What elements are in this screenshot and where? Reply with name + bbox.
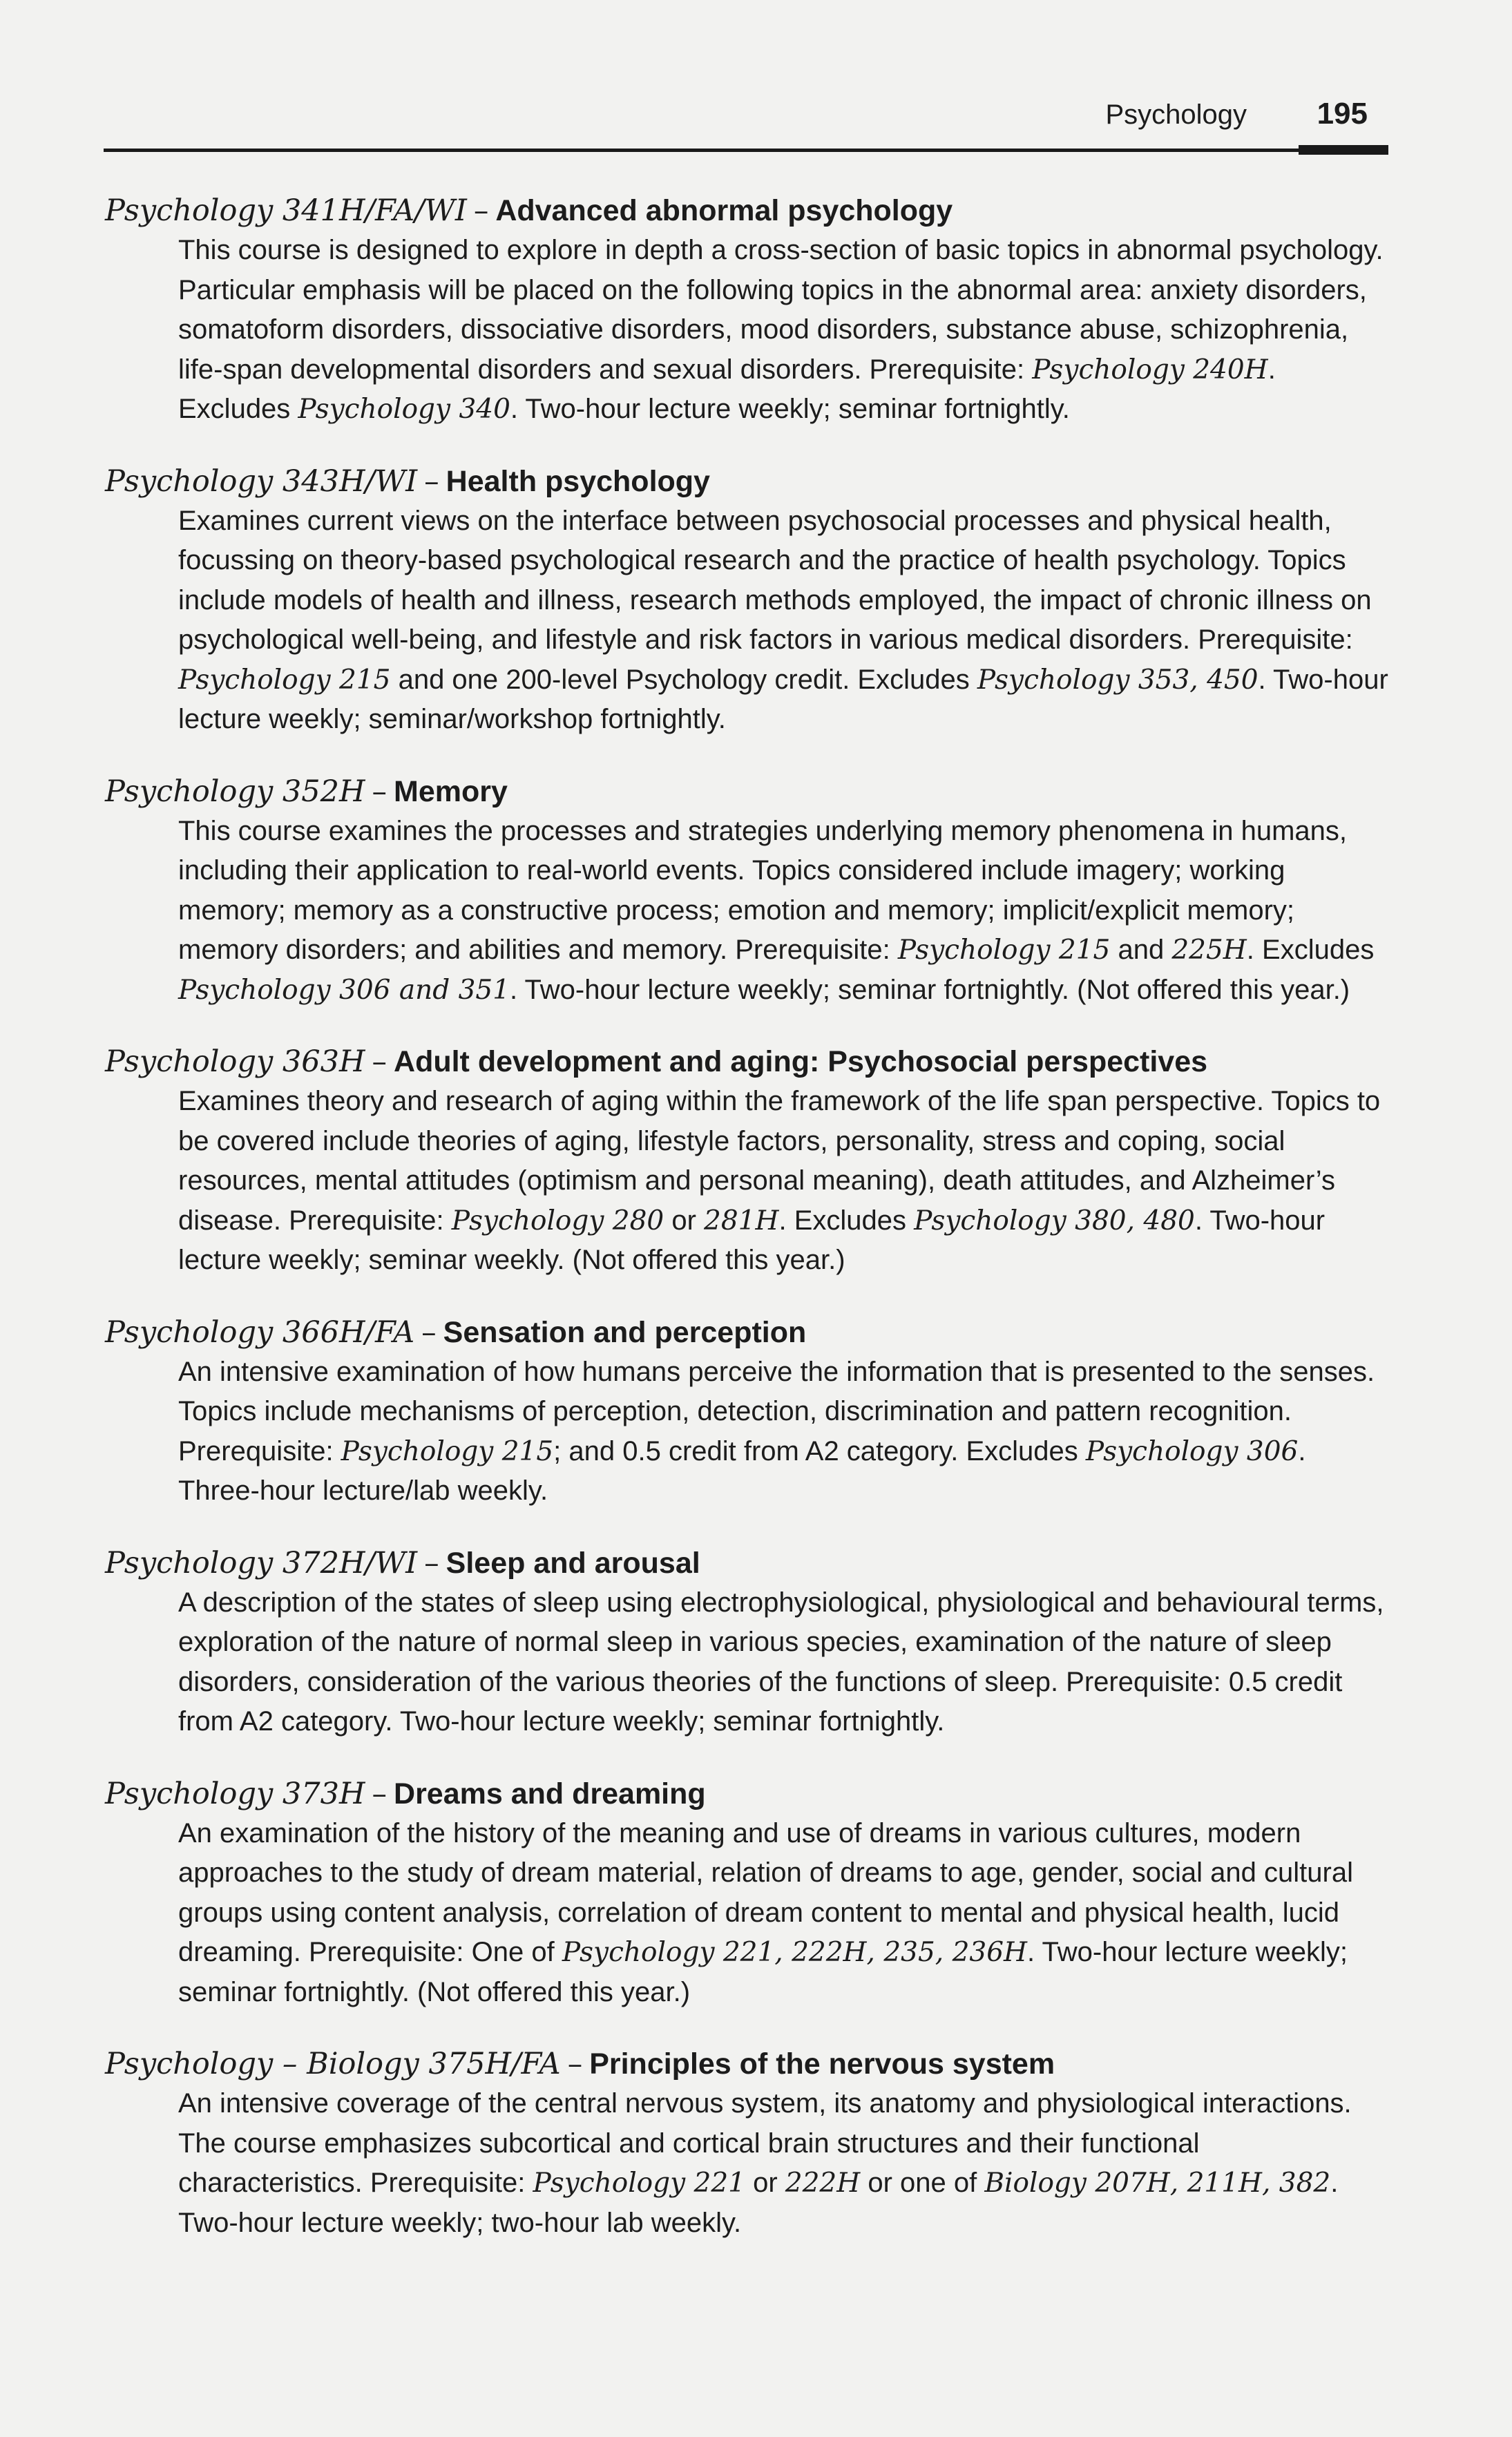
course-code: Psychology 352H [105,774,365,809]
running-head [104,91,1395,153]
description-text: An intensive examination of how humans perceive the information that is presented to the senses. Topics include mechanisms of perception, detection, discrimination and pattern recognition. Prerequisite: [178,1356,1375,1466]
course-code: Psychology 363H [105,1044,365,1079]
title-separator: – [372,774,387,809]
course-heading [105,1543,1390,1583]
course-reference: Psychology 280 [451,1205,664,1236]
course-reference: Psychology 380, 480 [914,1205,1195,1236]
description-text: . Excludes [178,354,1276,424]
course-entry [105,1774,1390,2013]
course-name: Memory [394,774,508,808]
course-heading [105,1312,1390,1353]
description-text: . Two-hour lecture weekly; two-hour lab weekly. [178,2168,1339,2238]
course-reference: Psychology 306 [1085,1435,1299,1467]
description-text: . Two-hour lecture weekly; seminar weekly. (Not offered this year.) [178,1205,1326,1275]
course-entry [105,1312,1390,1511]
course-description [178,1353,1390,1511]
course-list [105,191,1390,2275]
description-text: . Two-hour lecture weekly; seminar fortnightly. (Not offered this year.) [510,974,1350,1005]
course-reference: Psychology 240H [1032,354,1268,385]
header-rule-accent [1299,145,1388,155]
course-name: Principles of the nervous system [589,2047,1055,2081]
course-code: Psychology 341H/FA/WI [105,193,467,228]
description-text: or one of [860,2168,985,2198]
course-reference: Psychology 215 [341,1435,554,1467]
description-text: and one 200-level Psychology credit. Excludes [390,664,977,695]
course-heading [105,772,1390,812]
course-description [178,231,1390,430]
course-reference: Psychology 353, 450 [977,664,1259,696]
title-separator: – [567,2047,583,2081]
description-text: or [664,1205,705,1236]
description-text: . Two-hour lecture weekly; seminar fortnightly. [510,394,1070,424]
course-entry [105,1543,1390,1742]
course-description [178,1583,1390,1742]
course-name: Health psychology [446,464,710,498]
description-text: . Excludes [1246,935,1375,965]
course-name: Sensation and perception [443,1315,807,1349]
description-text: This course examines the processes and strategies underlying memory phenomena in humans, including their application to real-world events. Topics considered include imagery; working memory; memory as a constructive process; emotion and memory; implicit/explicit memory; memory disorders; and abilities and memory. Prerequisite: [178,815,1347,965]
title-separator: – [421,1315,437,1350]
course-code: Psychology 366H/FA [105,1315,415,1350]
course-reference: Psychology 215 [178,664,391,696]
course-code: Psychology – Biology 375H/FA [105,2047,561,2081]
header-rule [104,149,1388,152]
description-text: An intensive coverage of the central nervous system, its anatomy and physiological interactions. The course emphasizes subcortical and cortical brain structures and their functional characteristics. Prerequisite: [178,2088,1352,2198]
course-entry [105,2044,1390,2243]
course-reference: Psychology 221 [533,2168,745,2199]
course-description [178,1082,1390,1281]
course-code: Psychology 343H/WI [105,463,418,499]
title-separator: – [473,193,489,228]
section-title: Psychology [1105,99,1247,130]
course-reference: Biology 207H, 211H, 382 [984,2168,1331,2199]
course-description [178,812,1390,1011]
description-text: A description of the states of sleep using electrophysiological, physiological and behavioural terms, exploration of the nature of normal sleep in various species, examination of the nature of sleep disorders, consideration of the various theories of the functions of sleep. Prerequisite: 0.5 credit from A2 category. Two-hour lecture weekly; seminar fortnightly. [178,1587,1384,1737]
course-name: Adult development and aging: Psychosocial perspectives [394,1045,1208,1078]
description-text: . Excludes [778,1205,915,1236]
course-entry [105,1042,1390,1281]
title-separator: – [424,463,439,499]
description-text: . Three-hour lecture/lab weekly. [178,1435,1306,1506]
description-text: . Two-hour lecture weekly; seminar/workshop fortnightly. [178,664,1388,734]
title-separator: – [372,1776,387,1811]
course-heading [105,1042,1390,1082]
course-entry [105,191,1390,430]
description-text: ; and 0.5 credit from A2 category. Excludes [553,1435,1086,1466]
description-text: . Two-hour lecture weekly; seminar fortnightly. (Not offered this year.) [178,1937,1348,2007]
course-description [178,2084,1390,2243]
course-code: Psychology 373H [105,1776,365,1811]
course-entry [105,772,1390,1011]
course-heading [105,1774,1390,1814]
description-text: or [745,2168,785,2198]
course-reference: 225H [1171,935,1247,966]
course-reference: Psychology 215 [897,935,1111,966]
course-description [178,501,1390,740]
page-number: 195 [1317,97,1368,131]
course-reference: Psychology 306 and 351 [178,974,510,1006]
title-separator: – [372,1044,387,1079]
description-text: Examines current views on the interface between psychosocial processes and physical health, focussing on theory-based psychological research and the practice of health psychology. Topics include models of health and illness, research methods employed, the impact of chronic illness on psychological well-being, and lifestyle and risk factors in various medical disorders. Prerequisite: [178,505,1372,655]
course-reference: Psychology 221, 222H, 235, 236H [562,1937,1028,1968]
course-heading [105,2044,1390,2084]
course-name: Sleep and arousal [446,1546,700,1580]
course-code: Psychology 372H/WI [105,1545,418,1580]
course-reference: Psychology 340 [298,394,510,425]
course-name: Dreams and dreaming [394,1777,706,1810]
course-entry [105,461,1390,740]
description-text: Examines theory and research of aging within the framework of the life span perspective. Topics to be covered include theories of aging, lifestyle factors, personality, stress and coping, social resources, mental attitudes (optimism and personal meaning), death attitudes, and Alzheimer’s disease. Prerequisite: [178,1086,1381,1236]
description-text: An examination of the history of the meaning and use of dreams in various cultures, modern approaches to the study of dream material, relation of dreams to age, gender, social and cultural groups using content analysis, correlation of dream content to mental and physical health, lucid dreaming. Prerequisite: One of [178,1817,1353,1967]
description-text: This course is designed to explore in depth a cross-section of basic topics in abnormal psychology. Particular emphasis will be placed on the following topics in the abnormal area: anxiety disorders, somatoform disorders, dissociative disorders, mood disorders, substance abuse, schizophrenia, life-span developmental disorders and sexual disorders. Prerequisite: [178,235,1384,385]
course-description [178,1814,1390,2013]
course-heading [105,191,1390,231]
course-heading [105,461,1390,501]
course-reference: 281H [704,1205,779,1236]
course-name: Advanced abnormal psychology [495,194,953,227]
description-text: and [1110,935,1172,965]
title-separator: – [424,1545,439,1580]
course-reference: 222H [785,2168,861,2199]
